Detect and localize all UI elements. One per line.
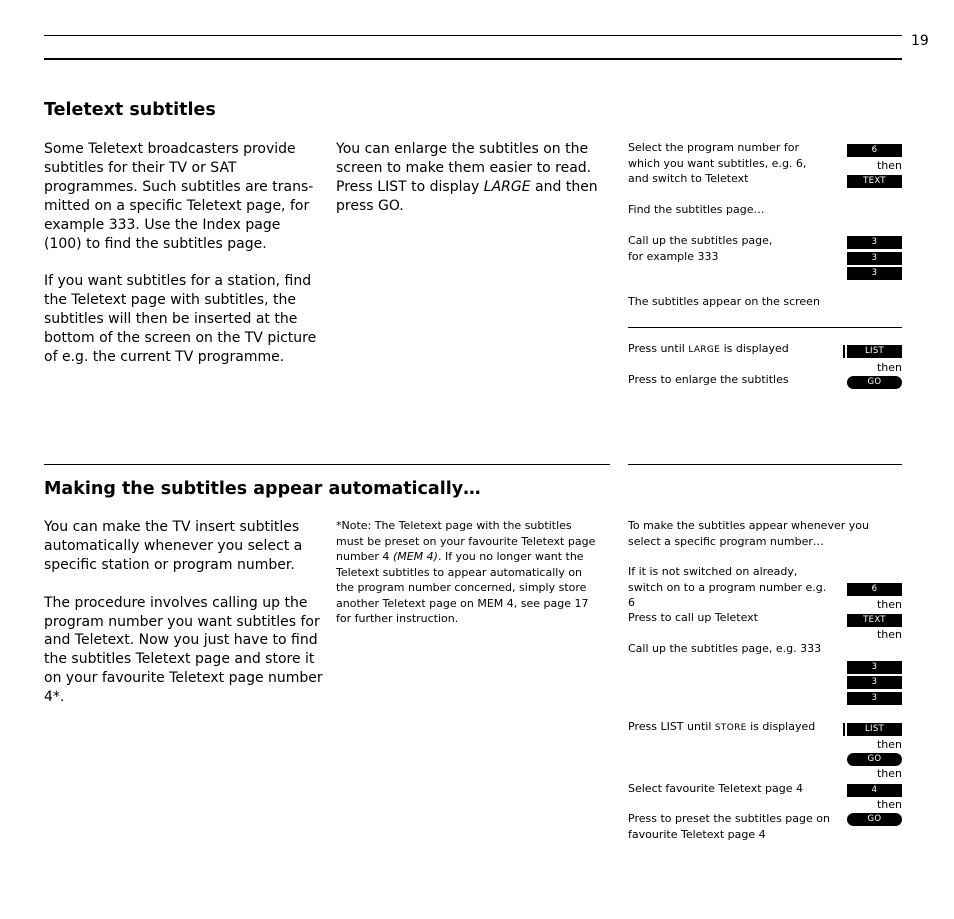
s1-step-enlarge: Press to enlarge the subtitles — [628, 373, 789, 386]
section1-col2-text-b: and then press GO. — [336, 178, 598, 214]
s2-then-3: then — [876, 738, 902, 751]
section2-rule-right — [628, 464, 902, 465]
s1-step-find-page: Find the subtitles page… — [628, 203, 765, 216]
s2-step-preset: Press to preset the subtitles page on favourite Teletext page 4 — [628, 812, 830, 841]
section1-col2-text-a: You can enlarge the subtitles on the screen to make them easier to read. Press LIST to display — [336, 141, 592, 195]
s2-step5-c: is displayed — [746, 720, 816, 733]
s2-key-3b[interactable]: 3 — [847, 676, 902, 689]
s2-key-4[interactable]: 4 — [847, 784, 902, 797]
s2-then-1: then — [876, 598, 902, 611]
s1-step-press-until — [628, 341, 838, 359]
s2-list-bracket — [843, 723, 845, 736]
s1-step5-c: is displayed — [720, 342, 789, 355]
section1-col1 — [44, 140, 322, 386]
section1-col2 — [336, 140, 598, 235]
page-number: 19 — [911, 33, 929, 49]
section1-col1-p2: If you want subtitles for a station, find the Teletext page with subtitles, the subtitles will then be inserted at the bottom of the screen on the TV picture of e.g. the current TV programme. — [44, 273, 317, 365]
s2-key-go-2[interactable]: GO — [847, 813, 902, 826]
s2-step-select-fav: Select favourite Teletext page 4 — [628, 782, 804, 795]
section1-col2-p1 — [336, 140, 598, 216]
s1-key-3a[interactable]: 3 — [847, 236, 902, 249]
s1-step-subtitles-appear: The subtitles appear on the screen — [628, 295, 820, 308]
s2-then-2: then — [876, 628, 902, 641]
s2-step5-store: STORE — [714, 723, 747, 733]
top-rule-thin — [44, 35, 902, 36]
s2-then-5: then — [876, 798, 902, 811]
s1-step-call-page: Call up the subtitles page, for example 333 — [628, 234, 773, 263]
s2-step5-a: Press LIST until — [628, 720, 715, 733]
s2-step-press-list — [628, 719, 838, 737]
section2-col1-p1: You can make the TV insert subtitles automatically whenever you select a specific station or program number. — [44, 519, 303, 573]
section2-col1-p2: The procedure involves calling up the program number you want subtitles for and Teletext. Now you just have to find the subtitles Teletext page and store it on your favourite Teletext page number 4*. — [44, 594, 323, 706]
s1-key-text[interactable]: TEXT — [847, 175, 902, 188]
s1-then-2: then — [876, 361, 902, 374]
s1-then-1: then — [876, 159, 902, 172]
s1-step5-a: Press until — [628, 342, 689, 355]
s2-step-intro: To make the subtitles appear whenever you select a specific program number… — [628, 519, 869, 548]
s1-key-6[interactable]: 6 — [847, 144, 902, 157]
s1-key-3b[interactable]: 3 — [847, 252, 902, 265]
s1-instr-divider — [628, 327, 902, 328]
s1-step5-large: LARGE — [688, 345, 721, 355]
s1-list-bracket — [843, 345, 845, 358]
section2-note — [336, 518, 598, 627]
s2-key-go-1[interactable]: GO — [847, 753, 902, 766]
section2-rule-left — [44, 464, 610, 465]
section1-col2-italic: LARGE — [483, 178, 531, 195]
top-rule-thick — [44, 58, 902, 60]
section1-title: Teletext subtitles — [44, 100, 216, 120]
s1-key-go[interactable]: GO — [847, 376, 902, 389]
section2-col1 — [44, 518, 324, 726]
s2-then-4: then — [876, 767, 902, 780]
s2-key-3a[interactable]: 3 — [847, 661, 902, 674]
s1-key-3c[interactable]: 3 — [847, 267, 902, 280]
s2-step-call-page: Call up the subtitles page, e.g. 333 — [628, 642, 822, 655]
section2-note-b: . If you no longer want the Teletext subtitles to appear automatically on the program number concerned, simply store another Teletext page on MEM 4, see page 17 for further instruction. — [336, 550, 589, 625]
section2-title: Making the subtitles appear automatically… — [44, 479, 481, 499]
s2-step-call-teletext: Press to call up Teletext — [628, 611, 758, 624]
s2-key-list[interactable]: LIST — [847, 723, 902, 736]
s2-key-text[interactable]: TEXT — [847, 614, 902, 627]
section1-col1-p1: Some Teletext broadcasters provide subtitles for their TV or SAT programmes. Such subtitles are trans-mitted on a specific Teletext page, for example 333. Use the Index page (100) to find the subtitles page. — [44, 141, 314, 252]
s1-step-select-program: Select the program number for which you want subtitles, e.g. 6, and switch to Teletext — [628, 141, 807, 185]
s1-key-list[interactable]: LIST — [847, 345, 902, 358]
section2-note-italic: (MEM 4) — [392, 550, 438, 563]
s2-step-switch-on: If it is not switched on already, switch on to a program number e.g. 6 — [628, 565, 827, 609]
s2-key-6[interactable]: 6 — [847, 583, 902, 596]
section2-note-a: *Note: The Teletext page with the subtitles must be preset on your favourite Teletext page number 4 — [336, 519, 596, 563]
s2-key-3c[interactable]: 3 — [847, 692, 902, 705]
